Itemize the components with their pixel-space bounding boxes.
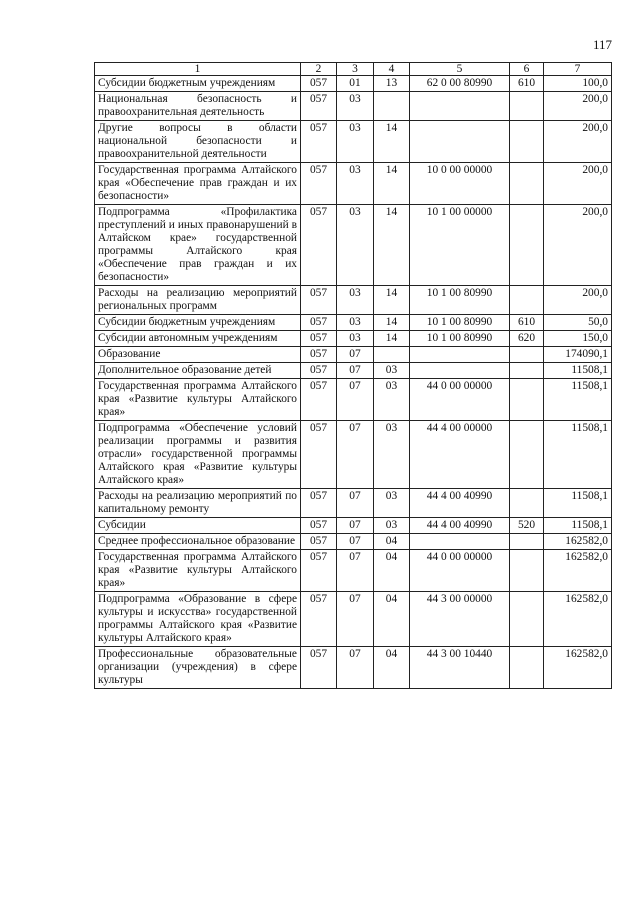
podrazdel-code-cell: 04 [374, 647, 410, 689]
podrazdel-code-cell [374, 92, 410, 121]
vedomstvo-code-cell: 057 [301, 363, 337, 379]
razdel-code-cell: 03 [337, 286, 374, 315]
vedomstvo-code-cell: 057 [301, 421, 337, 489]
row-name-cell: Субсидии автономным учреждениям [95, 331, 301, 347]
expense-type-cell [510, 550, 544, 592]
row-name-cell: Государственная программа Алтайского края «Обеспечение прав граждан и их безопасности» [95, 163, 301, 205]
podrazdel-code-cell: 04 [374, 534, 410, 550]
podrazdel-code-cell: 14 [374, 205, 410, 286]
amount-cell: 200,0 [544, 286, 612, 315]
column-header: 1 [95, 63, 301, 76]
amount-cell: 200,0 [544, 205, 612, 286]
expense-type-cell [510, 92, 544, 121]
amount-cell: 100,0 [544, 76, 612, 92]
amount-cell: 200,0 [544, 92, 612, 121]
table-row [95, 163, 612, 205]
target-article-cell: 10 1 00 00000 [410, 205, 510, 286]
razdel-code-cell: 01 [337, 76, 374, 92]
vedomstvo-code-cell: 057 [301, 647, 337, 689]
razdel-code-cell: 03 [337, 163, 374, 205]
podrazdel-code-cell: 14 [374, 315, 410, 331]
table-row [95, 315, 612, 331]
row-name-cell: Подпрограмма «Обеспечение условий реализации программы и развития отрасли» государственной программы Алтайского края «Развитие культуры Алтайского края» [95, 421, 301, 489]
table-row [95, 518, 612, 534]
amount-cell: 11508,1 [544, 421, 612, 489]
expense-type-cell [510, 534, 544, 550]
vedomstvo-code-cell: 057 [301, 592, 337, 647]
row-name-cell: Подпрограмма «Образование в сфере культуры и искусства» государственной программы Алтайского края «Развитие культуры Алтайского края» [95, 592, 301, 647]
razdel-code-cell: 03 [337, 92, 374, 121]
column-header: 6 [510, 63, 544, 76]
vedomstvo-code-cell: 057 [301, 518, 337, 534]
vedomstvo-code-cell: 057 [301, 347, 337, 363]
podrazdel-code-cell: 14 [374, 286, 410, 315]
expense-type-cell [510, 363, 544, 379]
vedomstvo-code-cell: 057 [301, 315, 337, 331]
target-article-cell: 44 4 00 40990 [410, 518, 510, 534]
podrazdel-code-cell: 13 [374, 76, 410, 92]
podrazdel-code-cell: 14 [374, 163, 410, 205]
target-article-cell: 44 0 00 00000 [410, 379, 510, 421]
expense-type-cell [510, 489, 544, 518]
target-article-cell [410, 347, 510, 363]
amount-cell: 200,0 [544, 121, 612, 163]
target-article-cell: 10 1 00 80990 [410, 286, 510, 315]
table-row [95, 647, 612, 689]
expense-type-cell [510, 121, 544, 163]
expense-type-cell [510, 592, 544, 647]
podrazdel-code-cell: 03 [374, 379, 410, 421]
row-name-cell: Расходы на реализацию мероприятий по капитальному ремонту [95, 489, 301, 518]
page-number: 117 [592, 37, 612, 52]
column-header: 2 [301, 63, 337, 76]
amount-cell: 11508,1 [544, 379, 612, 421]
vedomstvo-code-cell: 057 [301, 205, 337, 286]
row-name-cell: Профессиональные образовательные организации (учреждения) в сфере культуры [95, 647, 301, 689]
podrazdel-code-cell: 14 [374, 121, 410, 163]
target-article-cell: 44 0 00 00000 [410, 550, 510, 592]
podrazdel-code-cell: 14 [374, 331, 410, 347]
column-header: 7 [544, 63, 612, 76]
table-row [95, 379, 612, 421]
amount-cell: 174090,1 [544, 347, 612, 363]
vedomstvo-code-cell: 057 [301, 489, 337, 518]
expense-type-cell: 610 [510, 315, 544, 331]
target-article-cell: 10 0 00 00000 [410, 163, 510, 205]
razdel-code-cell: 07 [337, 647, 374, 689]
row-name-cell: Субсидии бюджетным учреждениям [95, 76, 301, 92]
expense-type-cell [510, 347, 544, 363]
vedomstvo-code-cell: 057 [301, 121, 337, 163]
vedomstvo-code-cell: 057 [301, 331, 337, 347]
razdel-code-cell: 07 [337, 379, 374, 421]
razdel-code-cell: 07 [337, 518, 374, 534]
table-row [95, 121, 612, 163]
amount-cell: 162582,0 [544, 550, 612, 592]
podrazdel-code-cell: 03 [374, 518, 410, 534]
column-header: 5 [410, 63, 510, 76]
expense-type-cell [510, 163, 544, 205]
table-row [95, 76, 612, 92]
header-row [95, 63, 612, 76]
vedomstvo-code-cell: 057 [301, 163, 337, 205]
budget-table [94, 62, 612, 689]
razdel-code-cell: 07 [337, 534, 374, 550]
amount-cell: 200,0 [544, 163, 612, 205]
vedomstvo-code-cell: 057 [301, 286, 337, 315]
target-article-cell: 62 0 00 80990 [410, 76, 510, 92]
podrazdel-code-cell: 03 [374, 489, 410, 518]
amount-cell: 50,0 [544, 315, 612, 331]
amount-cell: 162582,0 [544, 592, 612, 647]
razdel-code-cell: 03 [337, 121, 374, 163]
row-name-cell: Субсидии [95, 518, 301, 534]
vedomstvo-code-cell: 057 [301, 534, 337, 550]
expense-type-cell [510, 647, 544, 689]
table-row [95, 363, 612, 379]
podrazdel-code-cell: 04 [374, 550, 410, 592]
razdel-code-cell: 07 [337, 363, 374, 379]
razdel-code-cell: 07 [337, 347, 374, 363]
target-article-cell: 44 3 00 00000 [410, 592, 510, 647]
expense-type-cell [510, 205, 544, 286]
row-name-cell: Государственная программа Алтайского края «Развитие культуры Алтайского края» [95, 379, 301, 421]
amount-cell: 11508,1 [544, 363, 612, 379]
table-row [95, 331, 612, 347]
razdel-code-cell: 03 [337, 205, 374, 286]
row-name-cell: Другие вопросы в области национальной безопасности и правоохранительной деятельности [95, 121, 301, 163]
vedomstvo-code-cell: 057 [301, 550, 337, 592]
table-row [95, 92, 612, 121]
row-name-cell: Среднее профессиональное образование [95, 534, 301, 550]
razdel-code-cell: 03 [337, 331, 374, 347]
podrazdel-code-cell [374, 347, 410, 363]
amount-cell: 11508,1 [544, 518, 612, 534]
table-row [95, 205, 612, 286]
amount-cell: 162582,0 [544, 647, 612, 689]
table-row [95, 592, 612, 647]
target-article-cell: 44 3 00 10440 [410, 647, 510, 689]
table-row [95, 550, 612, 592]
vedomstvo-code-cell: 057 [301, 76, 337, 92]
razdel-code-cell: 03 [337, 315, 374, 331]
amount-cell: 150,0 [544, 331, 612, 347]
razdel-code-cell: 07 [337, 489, 374, 518]
row-name-cell: Образование [95, 347, 301, 363]
expense-type-cell: 620 [510, 331, 544, 347]
table-row [95, 347, 612, 363]
row-name-cell: Дополнительное образование детей [95, 363, 301, 379]
target-article-cell [410, 121, 510, 163]
table-row [95, 421, 612, 489]
target-article-cell: 44 4 00 00000 [410, 421, 510, 489]
target-article-cell: 44 4 00 40990 [410, 489, 510, 518]
table-row [95, 534, 612, 550]
column-header: 4 [374, 63, 410, 76]
row-name-cell: Расходы на реализацию мероприятий региональных программ [95, 286, 301, 315]
row-name-cell: Подпрограмма «Профилактика преступлений и иных правонарушений в Алтайском крае» государственной программы Алтайского края «Обеспечение прав граждан и их безопасности» [95, 205, 301, 286]
razdel-code-cell: 07 [337, 421, 374, 489]
target-article-cell [410, 92, 510, 121]
table-row [95, 286, 612, 315]
table-row [95, 489, 612, 518]
target-article-cell: 10 1 00 80990 [410, 331, 510, 347]
expense-type-cell: 610 [510, 76, 544, 92]
amount-cell: 11508,1 [544, 489, 612, 518]
expense-type-cell: 520 [510, 518, 544, 534]
vedomstvo-code-cell: 057 [301, 379, 337, 421]
column-header: 3 [337, 63, 374, 76]
razdel-code-cell: 07 [337, 550, 374, 592]
expense-type-cell [510, 379, 544, 421]
podrazdel-code-cell: 03 [374, 421, 410, 489]
vedomstvo-code-cell: 057 [301, 92, 337, 121]
podrazdel-code-cell: 03 [374, 363, 410, 379]
expense-type-cell [510, 421, 544, 489]
target-article-cell [410, 534, 510, 550]
expense-type-cell [510, 286, 544, 315]
row-name-cell: Субсидии бюджетным учреждениям [95, 315, 301, 331]
row-name-cell: Государственная программа Алтайского края «Развитие культуры Алтайского края» [95, 550, 301, 592]
amount-cell: 162582,0 [544, 534, 612, 550]
target-article-cell: 10 1 00 80990 [410, 315, 510, 331]
podrazdel-code-cell: 04 [374, 592, 410, 647]
razdel-code-cell: 07 [337, 592, 374, 647]
row-name-cell: Национальная безопасность и правоохранительная деятельность [95, 92, 301, 121]
target-article-cell [410, 363, 510, 379]
